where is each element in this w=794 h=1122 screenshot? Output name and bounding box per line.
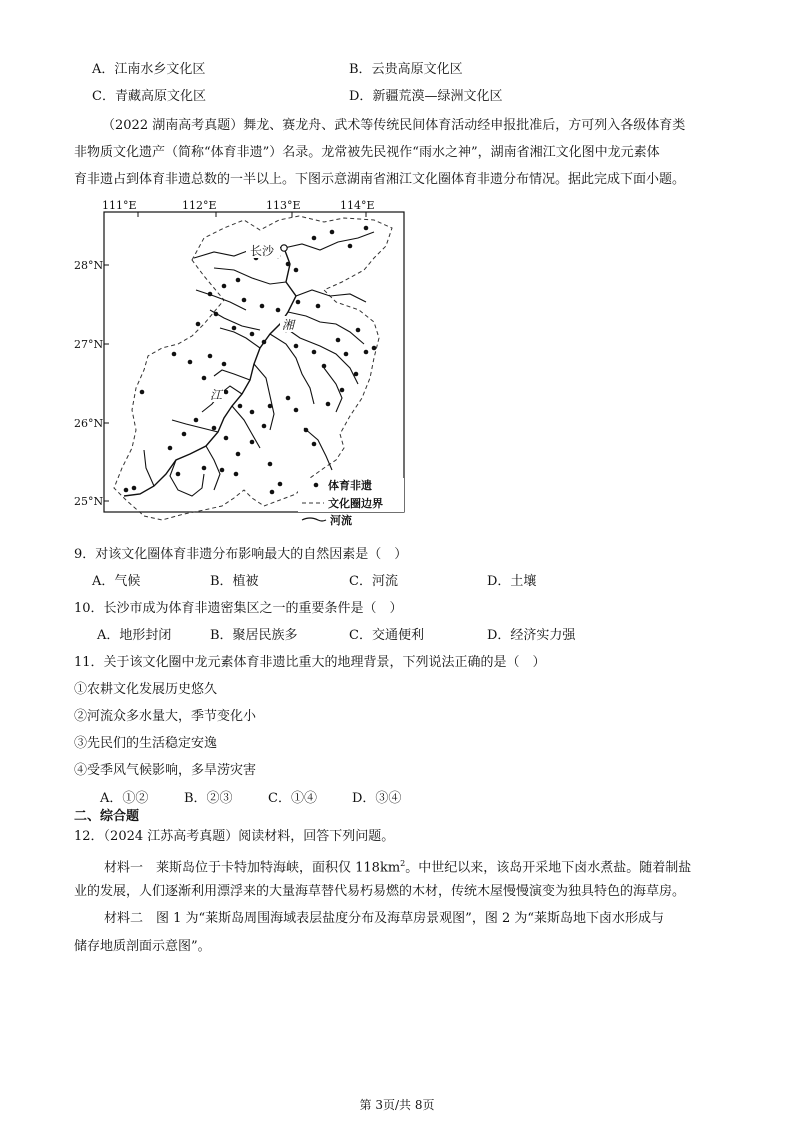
section-title: 二、综合题: [74, 809, 140, 824]
lon-label-112: 112°E: [182, 199, 217, 212]
changsha-marker: [281, 245, 287, 251]
option-c: C．青藏高原文化区: [92, 89, 206, 104]
lon-label-114: 114°E: [340, 199, 375, 212]
river-char-jiang: 江: [210, 388, 223, 402]
q10-stem: 10．长沙市成为体育非遗密集区之一的重要条件是（ ）: [74, 601, 403, 616]
legend-boundary-label: 文化圈边界: [328, 497, 383, 510]
river-char-xiang: 湘: [282, 318, 295, 332]
q10-option-b: B．聚居民族多: [210, 628, 298, 643]
legend-river-symbol: [302, 518, 326, 521]
intro-line-3: 育非遗占到体育非遗总数的一半以上。下图示意湖南省湘江文化圈体育非遗分布情况。据此完成下面小题。: [74, 172, 686, 187]
option-d: D．新疆荒漠—绿洲文化区: [349, 89, 503, 104]
q10-option-d: D．经济实力强: [487, 628, 576, 643]
map-svg: [74, 198, 414, 528]
lat-label-26: 26°N: [74, 417, 104, 430]
option-b: B．云贵高原文化区: [349, 62, 463, 77]
legend-point-symbol: [314, 483, 319, 488]
page-footer: 第 3页/共 8页: [359, 1098, 435, 1112]
legend-point-label: 体育非遗: [328, 479, 372, 492]
q10-option-a: A．地形封闭: [97, 628, 172, 643]
intro-line-2: 非物质文化遗产（简称“体育非遗”）名录。龙常被先民视作“雨水之神”，湖南省湘江文化图中龙元素体: [74, 145, 660, 160]
lat-label-25: 25°N: [74, 495, 104, 508]
lat-label-27: 27°N: [74, 338, 104, 351]
legend-river-label: 河流: [330, 514, 352, 527]
q9-option-d: D．土壤: [487, 574, 537, 589]
q9-option-c: C．河流: [349, 574, 398, 589]
q9-stem: 9．对该文化圈体育非遗分布影响最大的自然因素是（ ）: [74, 547, 408, 562]
q11-option-b: B．②③: [184, 791, 233, 806]
q11-statement-2: ②河流众多水量大，季节变化小: [74, 709, 257, 724]
q12-material1-line1: 材料一 莱斯岛位于卡特加特海峡，面积仅 $118km^2$。中世纪以来，该岛开采地下卤水煮盐。随着制盐: [104, 859, 692, 876]
q11-statement-3: ③先民们的生活稳定安逸: [74, 736, 218, 751]
changsha-label: 长沙: [250, 244, 275, 258]
q10-option-c: C．交通便利: [349, 628, 424, 643]
q12-stem: 12．（2024 江苏高考真题）阅读材料，回答下列问题。: [74, 829, 395, 844]
lon-label-113: 113°E: [266, 199, 301, 212]
q11-statement-4: ④受季风气候影响，多旱涝灾害: [74, 763, 257, 778]
q11-option-c: C．①④: [268, 791, 317, 806]
q9-option-b: B．植被: [210, 574, 259, 589]
hunan-map-figure: [74, 198, 414, 528]
q12-material2-line1: 材料二 图 1 为“莱斯岛周围海域表层盐度分布及海草房景观图”，图 2 为“莱斯岛地下卤水形成与: [104, 911, 665, 926]
intro-line-1: （2022 湖南高考真题）舞龙、赛龙舟、武术等传统民间体育活动经申报批准后，方可列入各级体育类: [102, 118, 686, 133]
q11-statement-1: ①农耕文化发展历史悠久: [74, 682, 218, 697]
q12-material2-line2: 储存地质剖面示意图”。: [74, 939, 211, 954]
q11-option-a: A．①②: [100, 791, 149, 806]
lon-label-111: 111°E: [102, 199, 137, 212]
option-a: A．江南水乡文化区: [92, 62, 206, 77]
lat-label-28: 28°N: [74, 259, 104, 272]
q9-option-a: A．气候: [92, 574, 141, 589]
q12-material1-line2: 业的发展，人们逐渐利用漂浮来的大量海草替代易朽易燃的木材，传统木屋慢慢演变为独具特色的海草房。: [74, 884, 686, 899]
q11-stem: 11．关于该文化圈中龙元素体育非遗比重大的地理背景，下列说法正确的是（ ）: [74, 655, 546, 670]
q11-option-d: D．③④: [352, 791, 402, 806]
